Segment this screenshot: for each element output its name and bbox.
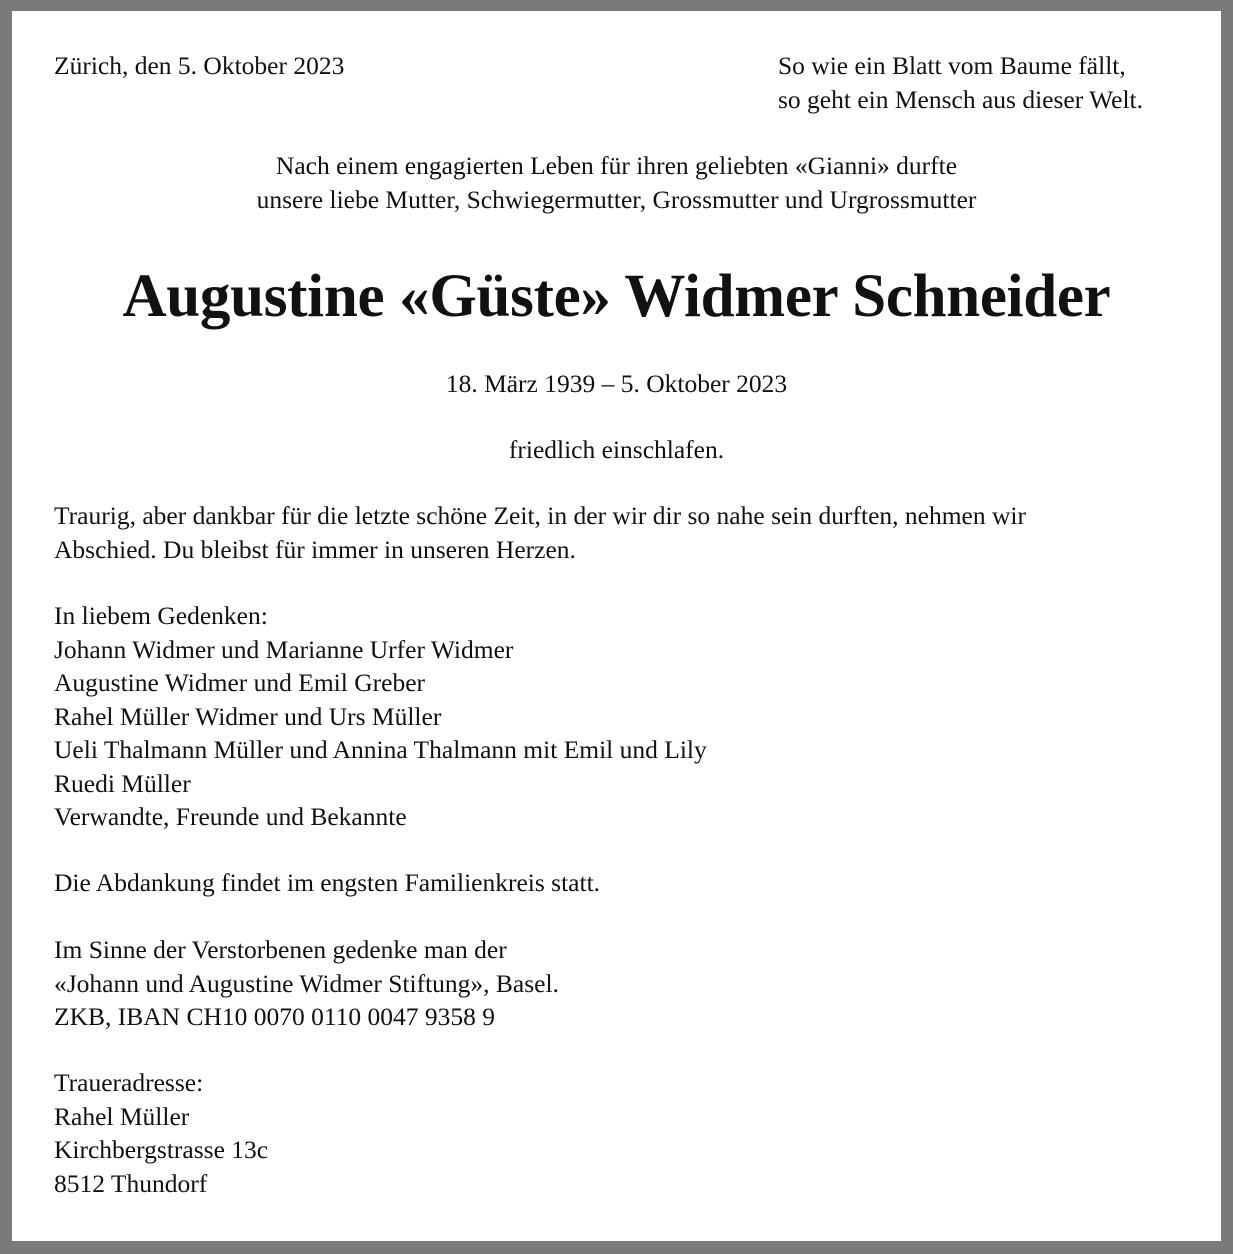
donation-line: Im Sinne der Verstorbenen gedenke man der bbox=[54, 935, 507, 964]
intro-line: unsere liebe Mutter, Schwiegermutter, Grossmutter und Urgrossmutter bbox=[256, 184, 977, 214]
intro-line: Nach einem engagierten Leben für ihren geliebten «Gianni» durfte bbox=[275, 151, 958, 180]
mourning-address-name: Rahel Müller bbox=[54, 1101, 190, 1131]
mourner-entry: Verwandte, Freunde und Bekannte bbox=[54, 802, 407, 831]
motto-verse bbox=[778, 49, 1143, 116]
intro-text bbox=[12, 149, 1221, 216]
farewell-line: Traurig, aber dankbar für die letzte schöne Zeit, in der wir dir so nahe sein durften, nehmen wir bbox=[54, 501, 1026, 530]
mourners-heading: In liebem Gedenken: bbox=[54, 601, 268, 630]
motto-line: so geht ein Mensch aus dieser Welt. bbox=[778, 84, 1144, 114]
mourning-address-street: Kirchbergstrasse 13c bbox=[54, 1135, 269, 1164]
mourning-address-heading: Traueradresse: bbox=[54, 1068, 204, 1097]
donation-info bbox=[54, 933, 559, 1034]
mourner-entry: Ruedi Müller bbox=[54, 768, 191, 798]
mourning-address bbox=[54, 1066, 268, 1200]
deceased-name: Augustine «Güste» Widmer Schneider bbox=[122, 263, 1111, 330]
place-date: Zürich, den 5. Oktober 2023 bbox=[54, 51, 345, 80]
donation-foundation-name: «Johann und Augustine Widmer Stiftung», Basel. bbox=[54, 968, 559, 998]
passing-text: friedlich einschlafen. bbox=[508, 435, 725, 464]
donation-iban: ZKB, IBAN CH10 0070 0110 0047 9358 9 bbox=[54, 1002, 496, 1031]
mourner-entry: Augustine Widmer und Emil Greber bbox=[54, 668, 426, 697]
mourners-list bbox=[54, 599, 707, 834]
mourner-entry: Rahel Müller Widmer und Urs Müller bbox=[54, 701, 442, 731]
obituary-page bbox=[12, 11, 1221, 1241]
farewell-paragraph bbox=[54, 499, 1026, 566]
ceremony-note: Die Abdankung findet im engsten Familienkreis statt. bbox=[54, 868, 601, 897]
motto-line: So wie ein Blatt vom Baume fällt, bbox=[778, 51, 1126, 80]
life-dates: 18. März 1939 – 5. Oktober 2023 bbox=[445, 369, 788, 398]
mourner-entry: Johann Widmer und Marianne Urfer Widmer bbox=[54, 634, 514, 664]
mourner-entry: Ueli Thalmann Müller und Annina Thalmann mit Emil und Lily bbox=[54, 735, 707, 764]
mourning-address-city: 8512 Thundorf bbox=[54, 1168, 208, 1198]
farewell-line: Abschied. Du bleibst für immer in unseren Herzen. bbox=[54, 534, 576, 564]
